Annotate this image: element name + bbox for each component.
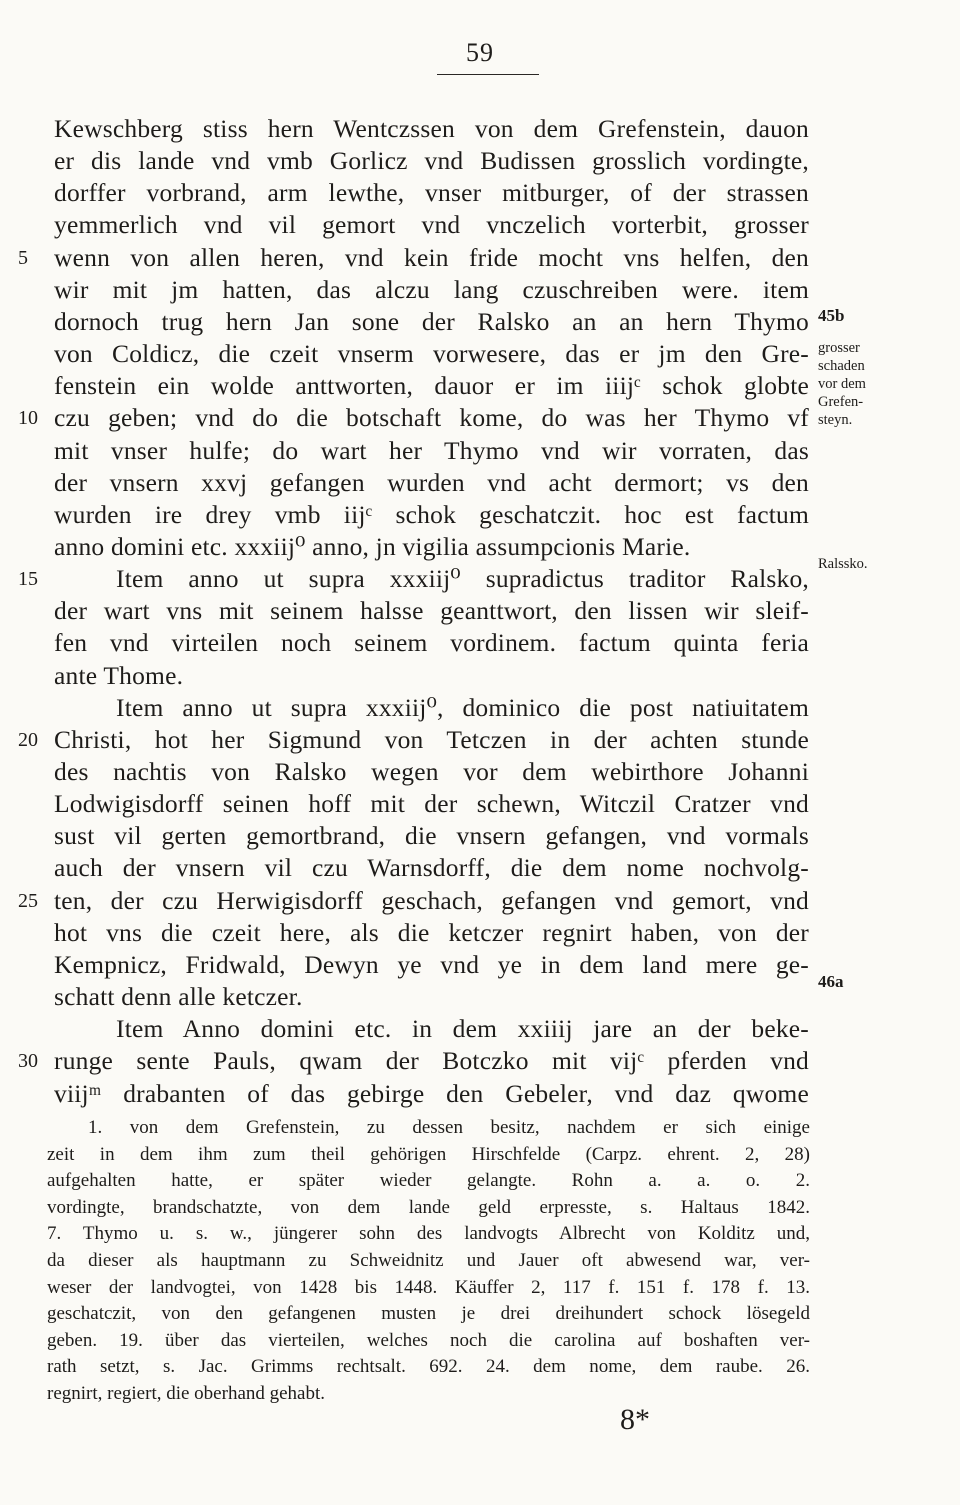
margin-note: schaden [818, 358, 865, 374]
footnote-line: vordingte, brandschatzte, von dem lande geld erpresste, s. Haltaus 1842. [47, 1197, 810, 1218]
line-number [18, 789, 48, 819]
text-line: auch der vnsern vil czu Warnsdorff, die dem nome nochvolg- [54, 853, 809, 882]
line-number [18, 1079, 48, 1109]
footnote-line: weser der landvogtei, von 1428 bis 1448. Käuffer 2, 117 f. 151 f. 178 f. 13. [47, 1277, 810, 1298]
margin-note: Grefen- [818, 394, 864, 410]
text-line: wenn von allen heren, vnd kein fride mocht vns helfen, den [54, 243, 809, 272]
text-line: fen vnd virteilen noch seinem vordinem. factum quinta feria [54, 628, 809, 657]
text-line: Christi, hot her Sigmund von Tetczen in der achten stunde [54, 725, 809, 754]
line-number [18, 307, 48, 337]
line-number: 25 [18, 890, 38, 912]
text-line: wir mit jm hatten, das alczu lang czuschreiben were. item [54, 275, 809, 304]
footnote-line: geschatczit, von den gefangenen musten je drei dreihundert schock lösegeld [47, 1303, 810, 1324]
line-number [18, 371, 48, 401]
text-line: er dis lande vnd vmb Gorlicz vnd Budissen grosslich vordingte, [54, 146, 809, 175]
margin-note: Ralssko. [818, 556, 868, 572]
text-line: sust vil gerten gemortbrand, die vnsern gefangen, vnd vormals [54, 821, 809, 850]
text-line: Item Anno domini etc. in dem xxiiij jare an der beke- [116, 1014, 809, 1043]
line-number: 15 [18, 568, 38, 590]
text-line: Item anno ut supra xxxiij⁰ supradictus traditor Ralsko, [116, 564, 809, 593]
line-number [18, 500, 48, 530]
text-line: hot vns die czeit here, als die ketczer regnirt haben, von der [54, 918, 809, 947]
line-number [18, 146, 48, 176]
line-number [18, 757, 48, 787]
text-line: runge sente Pauls, qwam der Botczko mit vijᶜ pferden vnd [54, 1046, 809, 1075]
line-number [18, 628, 48, 658]
footnote-line: regnirt, regiert, die oberhand gehabt. [47, 1383, 326, 1404]
text-line: anno domini etc. xxxiij⁰ anno, jn vigilia assumpcionis Marie. [54, 532, 691, 561]
text-line: ten, der czu Herwigisdorff geschach, gefangen vnd gemort, vnd [54, 886, 809, 915]
footnote-line: aufgehalten hatte, er später wieder gelangte. Rohn a. a. o. 2. [47, 1170, 810, 1191]
line-number [18, 853, 48, 883]
folio-reference: 46a [818, 972, 844, 991]
line-number [18, 210, 48, 240]
text-line: der wart vns mit seinem halsse geanttwort, den lissen wir sleif- [54, 596, 809, 625]
line-number [18, 114, 48, 144]
line-number [18, 982, 48, 1012]
line-number [18, 821, 48, 851]
text-line: yemmerlich vnd vil gemort vnd vnczelich vorterbit, grosser [54, 210, 809, 239]
text-line: der vnsern xxvj gefangen wurden vnd acht dermort; vs den [54, 468, 809, 497]
footnote-line: zeit in dem ihm zum theil gehörigen Hirschfelde (Carpz. ehrent. 2, 28) [47, 1144, 810, 1165]
line-number: 5 [18, 247, 28, 269]
page-number: 59 [466, 38, 494, 67]
footnote-line: rath setzt, s. Jac. Grimms rechtsalt. 692. 24. dem nome, dem raube. 26. [47, 1356, 810, 1377]
page-number-rule [437, 74, 539, 75]
line-number [18, 918, 48, 948]
text-line: ante Thome. [54, 661, 184, 690]
text-line: fenstein ein wolde anttworten, dauor er im iiijᶜ schok globte [54, 371, 809, 400]
folio-reference: 45b [818, 306, 845, 325]
footnote-line: da dieser als hauptmann zu Schweidnitz und Jauer oft abwesend war, ver- [47, 1250, 810, 1271]
text-line: mit vnser hulfe; do wart her Thymo vnd wir vorraten, das [54, 436, 809, 465]
line-number [18, 339, 48, 369]
text-line: schatt denn alle ketczer. [54, 982, 303, 1011]
line-number: 20 [18, 729, 38, 751]
text-line: Kewschberg stiss hern Wentczssen von dem Grefenstein, dauon [54, 114, 809, 143]
line-number [18, 468, 48, 498]
line-number [18, 275, 48, 305]
text-line: Lodwigisdorff seinen hoff mit der schewn, Witczil Cratzer vnd [54, 789, 809, 818]
margin-note: vor dem [818, 376, 866, 392]
line-number [18, 661, 48, 691]
line-number [18, 436, 48, 466]
line-number [18, 532, 48, 562]
text-line: dorffer vorbrand, arm lewthe, vnser mitburger, of der strassen [54, 178, 809, 207]
line-number [18, 950, 48, 980]
signature-mark: 8* [620, 1403, 650, 1436]
line-number: 10 [18, 407, 38, 429]
text-line: des nachtis von Ralsko wegen vor dem webirthore Johanni [54, 757, 809, 786]
text-line: von Coldicz, die czeit vnserm vorwesere, das er jm den Gre- [54, 339, 809, 368]
text-line: czu geben; vnd do die botschaft kome, do was her Thymo vf [54, 403, 809, 432]
text-line: Kempnicz, Fridwald, Dewyn ye vnd ye in dem land mere ge- [54, 950, 809, 979]
text-line: viijᵐ drabanten of das gebirge den Gebeler, vnd daz qwome [54, 1079, 809, 1108]
margin-note: steyn. [818, 412, 853, 428]
line-number [18, 693, 48, 723]
text-line: dornoch trug hern Jan sone der Ralsko an an hern Thymo [54, 307, 809, 336]
text-line: Item anno ut supra xxxiij⁰, dominico die post natiuitatem [116, 693, 809, 722]
footnote-line: 7. Thymo u. s. w., jüngerer sohn des landvogts Albrecht von Kolditz und, [47, 1223, 810, 1244]
line-number [18, 596, 48, 626]
footnote-line: geben. 19. über das vierteilen, welches noch die carolina auf boshaften ver- [47, 1330, 810, 1351]
footnote-line: 1. von dem Grefenstein, zu dessen besitz, nachdem er sich einige [88, 1117, 810, 1138]
line-number: 30 [18, 1050, 38, 1072]
line-number [18, 178, 48, 208]
line-number [18, 1014, 48, 1044]
text-line: wurden ire drey vmb iijᶜ schok geschatczit. hoc est factum [54, 500, 809, 529]
margin-note: grosser [818, 340, 860, 356]
